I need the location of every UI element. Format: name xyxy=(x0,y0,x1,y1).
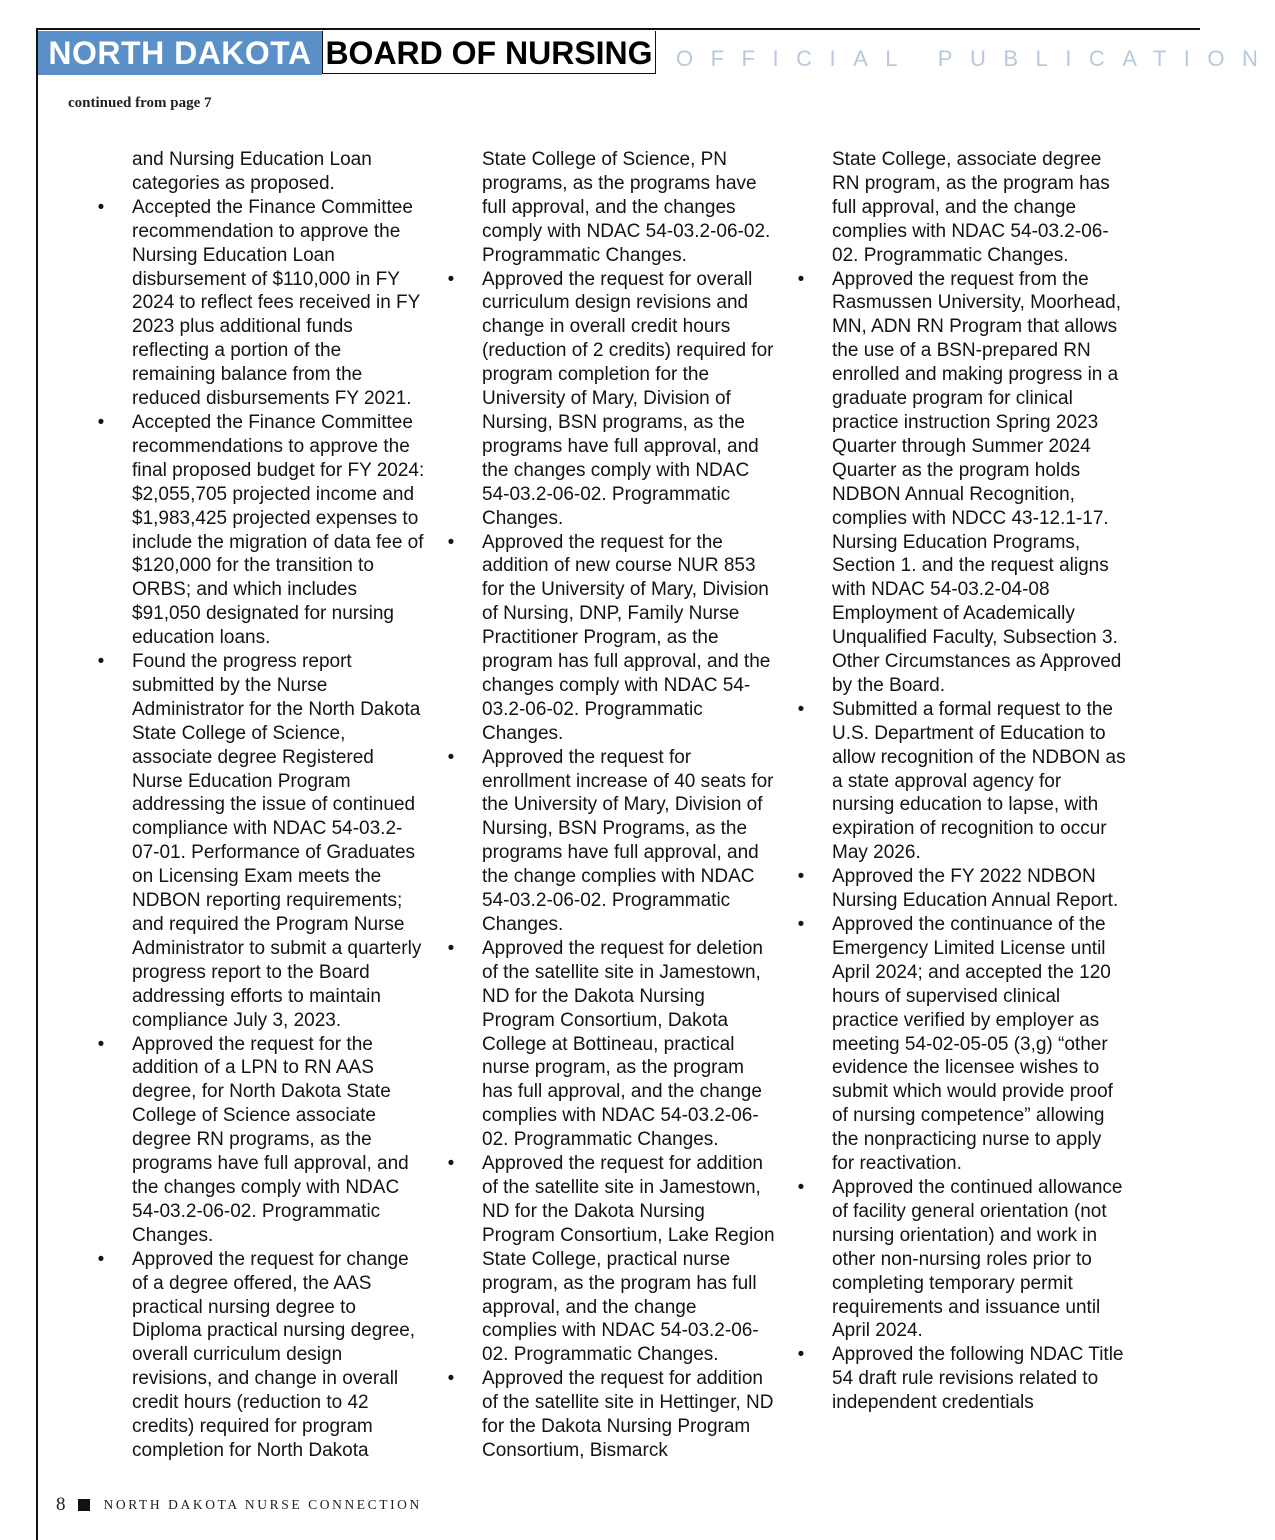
bullet-icon: • xyxy=(797,914,805,935)
column-lead: State College of Science, PN programs, as the programs have full approval, and the changes comply with NDAC 54-03.2-06-02. Programmatic Changes. xyxy=(482,149,771,266)
bullet-icon: • xyxy=(97,196,105,218)
list-item xyxy=(796,1176,1126,1343)
bullet-icon: • xyxy=(97,651,105,673)
list-item-text: Approved the request for change of a degree offered, the AAS practical nursing degree to Diploma practical nursing degree, overall curriculum design revisions, and change in overall credit hours (reduction to 42 credits) required for program completion for North Dakota xyxy=(132,1248,416,1461)
column-1 xyxy=(96,148,426,1463)
bullet-list xyxy=(446,268,776,1463)
list-item-text: Found the progress report submitted by the Nurse Administrator for the North Dakota State College of Science, associate degree Registered Nurse Education Program addressing the issue of continued compliance with NDAC 54-03.2-07-01. Performance of Graduates on Licensing Exam meets the NDBON reporting requirements; and required the Program Nurse Administrator to submit a quarterly progress report to the Board addressing efforts to maintain compliance July 3, 2023. xyxy=(132,651,422,1031)
page-footer xyxy=(56,1493,422,1517)
list-item-text: Approved the request for the addition of new course NUR 853 for the University of Mary, Division of Nursing, DNP, Family Nurse Practitioner Program, as the program has full approval, and the changes comply with NDAC 54-03.2-06-02. Programmatic Changes. xyxy=(482,531,771,744)
list-item-text: Approved the request from the Rasmussen University, Moorhead, MN, ADN RN Program that allows the use of a BSN-prepared RN enrolled and making progress in a graduate program for clinical practice instruction Spring 2023 Quarter through Summer 2024 Quarter as the program holds NDBON Annual Recognition, complies with NDCC 43-12.1-17. Nursing Education Programs, Section 1. and the request aligns with NDAC 54-03.2-04-08 Employment of Academically Unqualified Faculty, Subsection 3. Other Circumstances as Approved by the Board. xyxy=(832,268,1122,696)
bullet-icon: • xyxy=(447,268,455,290)
masthead-state: NORTH DAKOTA xyxy=(38,31,322,75)
bullet-icon: • xyxy=(797,698,805,720)
list-item-text: Approved the request for addition of the satellite site in Jamestown, ND for the Dakota Nursing Program Consortium, Lake Region State College, practical nurse program, as the program has full approval, and the change complies with NDAC 54-03.2-06-02. Programmatic Changes. xyxy=(482,1153,775,1366)
list-item xyxy=(96,650,426,1033)
list-item-text: Approved the request for deletion of the satellite site in Jamestown, ND for the Dakota Nursing Program Consortium, Dakota College at Bottineau, practical nurse program, as the program has full approval, and the change complies with NDAC 54-03.2-06-02. Programmatic Changes. xyxy=(482,937,763,1151)
bullet-icon: • xyxy=(797,1176,805,1198)
bullet-icon: • xyxy=(797,268,805,290)
list-item-text: Approved the request for addition of the satellite site in Hettinger, ND for the Dakota Nursing Program Consortium, Bismarck xyxy=(482,1368,774,1461)
bullet-icon: • xyxy=(447,531,455,553)
masthead-official-publication: OFFICIAL PUBLICATION xyxy=(676,46,1275,71)
column-lead: State College, associate degree RN program, as the program has full approval, and the change complies with NDAC 54-03.2-06-02. Programmatic Changes. xyxy=(832,149,1110,266)
list-item-text: Submitted a formal request to the U.S. Department of Education to allow recognition of the NDBON as a state approval agency for nursing education to lapse, with expiration of recognition to occur May 2026. xyxy=(832,698,1126,864)
list-item xyxy=(96,1248,426,1463)
list-item-text: Approved the request for overall curriculum design revisions and change in overall credit hours (reduction of 2 credits) required for program completion for the University of Mary, Division of Nursing, BSN programs, as the programs have full approval, and the changes comply with NDAC 54-03.2-06-02. Programmatic Changes. xyxy=(482,268,774,529)
bullet-list xyxy=(96,196,426,1463)
top-rule xyxy=(36,28,1200,30)
continued-note: continued from page 7 xyxy=(68,95,212,111)
list-item-text: Approved the continued allowance of facility general orientation (not nursing orientation) and work in other non-nursing roles prior to completing temporary permit requirements and issuance until April 2024. xyxy=(832,1176,1123,1342)
list-item-text: Approved the FY 2022 NDBON Nursing Education Annual Report. xyxy=(832,866,1119,912)
list-item xyxy=(446,531,776,746)
list-item xyxy=(446,746,776,937)
bullet-icon: • xyxy=(447,1153,455,1175)
list-item xyxy=(796,1343,1126,1415)
bullet-icon: • xyxy=(447,1368,455,1390)
left-rule xyxy=(36,28,38,1540)
list-item-text: Accepted the Finance Committee recommendation to approve the Nursing Education Loan disbursement of $110,000 in FY 2024 to reflect fees received in FY 2023 plus additional funds reflecting a portion of the remaining balance from the reduced disbursements FY 2021. xyxy=(132,196,420,410)
publication-name: NORTH DAKOTA NURSE CONNECTION xyxy=(103,1497,422,1512)
list-item-text: Approved the request for enrollment increase of 40 seats for the University of Mary, Division of Nursing, BSN Programs, as the programs have full approval, and the change complies with NDAC 54-03.2-06-02. Programmatic Changes. xyxy=(482,746,774,935)
list-item-text: Approved the request for the addition of a LPN to RN AAS degree, for North Dakota State College of Science associate degree RN programs, as the programs have full approval, and the changes comply with NDAC 54-03.2-06-02. Programmatic Changes. xyxy=(132,1033,409,1246)
list-item xyxy=(446,1152,776,1367)
bullet-icon: • xyxy=(447,746,455,768)
list-item xyxy=(96,411,426,650)
list-item xyxy=(796,698,1126,865)
bullet-icon: • xyxy=(97,1033,105,1055)
column-2 xyxy=(446,148,776,1463)
bullet-list xyxy=(796,268,1126,1416)
list-item xyxy=(446,1367,776,1463)
list-item xyxy=(446,268,776,531)
bullet-icon: • xyxy=(447,937,455,959)
bullet-icon: • xyxy=(97,411,105,433)
list-item xyxy=(796,865,1126,913)
masthead-board: BOARD OF NURSING xyxy=(322,31,656,74)
bullet-icon: • xyxy=(797,1344,805,1366)
list-item xyxy=(796,913,1126,1176)
column-lead: and Nursing Education Loan categories as proposed. xyxy=(132,149,372,194)
list-item-text: Approved the following NDAC Title 54 draft rule revisions related to independent credentials xyxy=(832,1344,1124,1414)
list-item xyxy=(446,937,776,1152)
square-separator-icon xyxy=(78,1499,90,1511)
column-3 xyxy=(796,148,1126,1415)
list-item xyxy=(796,268,1126,698)
bullet-icon: • xyxy=(97,1248,105,1270)
list-item xyxy=(96,1033,426,1248)
bullet-icon: • xyxy=(797,866,805,888)
page-number: 8 xyxy=(56,1494,66,1515)
list-item-text: Approved the continuance of the Emergency Limited License until April 2024; and accepted the 120 hours of supervised clinical practice verified by employer as meeting 54-02-05-05 (3,g) “other evidence the licensee wishes to submit which would provide proof of nursing competence” allowing the nonpracticing nurse to apply for reactivation. xyxy=(832,914,1113,1175)
list-item-text: Accepted the Finance Committee recommendations to approve the final proposed budget for FY 2024: $2,055,705 projected income and $1,983,425 projected expenses to include the migration of data fee of $120,000 for the transition to ORBS; and which includes $91,050 designated for nursing education loans. xyxy=(132,411,425,649)
list-item xyxy=(96,196,426,411)
